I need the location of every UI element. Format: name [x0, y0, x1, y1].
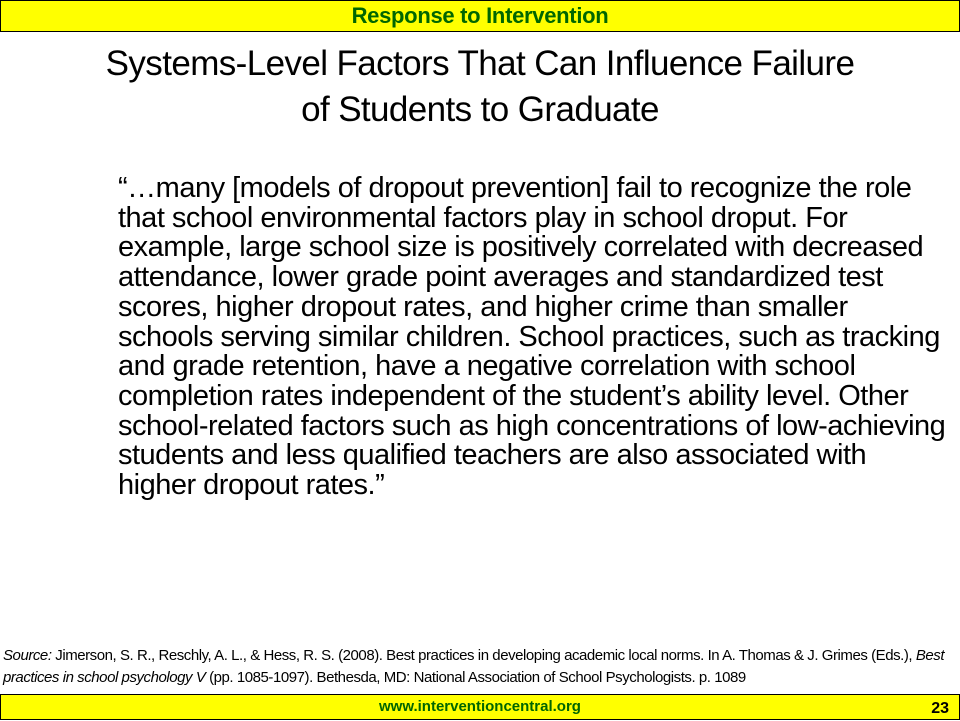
source-label: Source: [3, 647, 52, 664]
top-banner [0, 0, 960, 32]
source-text-part-1: Jimerson, S. R., Reschly, A. L., & Hess, R. S. (2008). Best practices in developing academic local norms. In A. Thomas & J. Grimes (Eds.), [51, 647, 916, 664]
source-book-title: Best practices in school psychology V [3, 647, 945, 686]
banner-title: Response to Intervention [351, 3, 609, 28]
source-text-part-2: (pp. 1085-1097). Bethesda, MD: National Association of School Psychologists. p. 1089 [205, 669, 746, 686]
slide-title [40, 41, 920, 133]
footer-url-link[interactable]: www.interventioncentral.org [379, 698, 581, 715]
bottom-banner [0, 694, 960, 720]
quote-text: “…many [models of dropout prevention] fail to recognize the role that school environmental factors play in school droput. For example, large school size is positively correlated with decreased attendance, lower grade point averages and standardized test scores, higher dropout rates, and higher crime than smaller schools serving similar children. School practices, such as tracking and grade retention, have a negative correlation with school completion rates independent of the student’s ability level. Other school-related factors such as high concentrations of low-achieving students and less qualified teachers are also associated with higher dropout rates.” [118, 172, 946, 502]
slide-title-line-1: Systems-Level Factors That Can Influence Failure [105, 44, 855, 83]
page-number: 23 [931, 700, 949, 717]
slide-title-line-2: of Students to Graduate [301, 90, 659, 129]
source-citation [3, 645, 955, 689]
